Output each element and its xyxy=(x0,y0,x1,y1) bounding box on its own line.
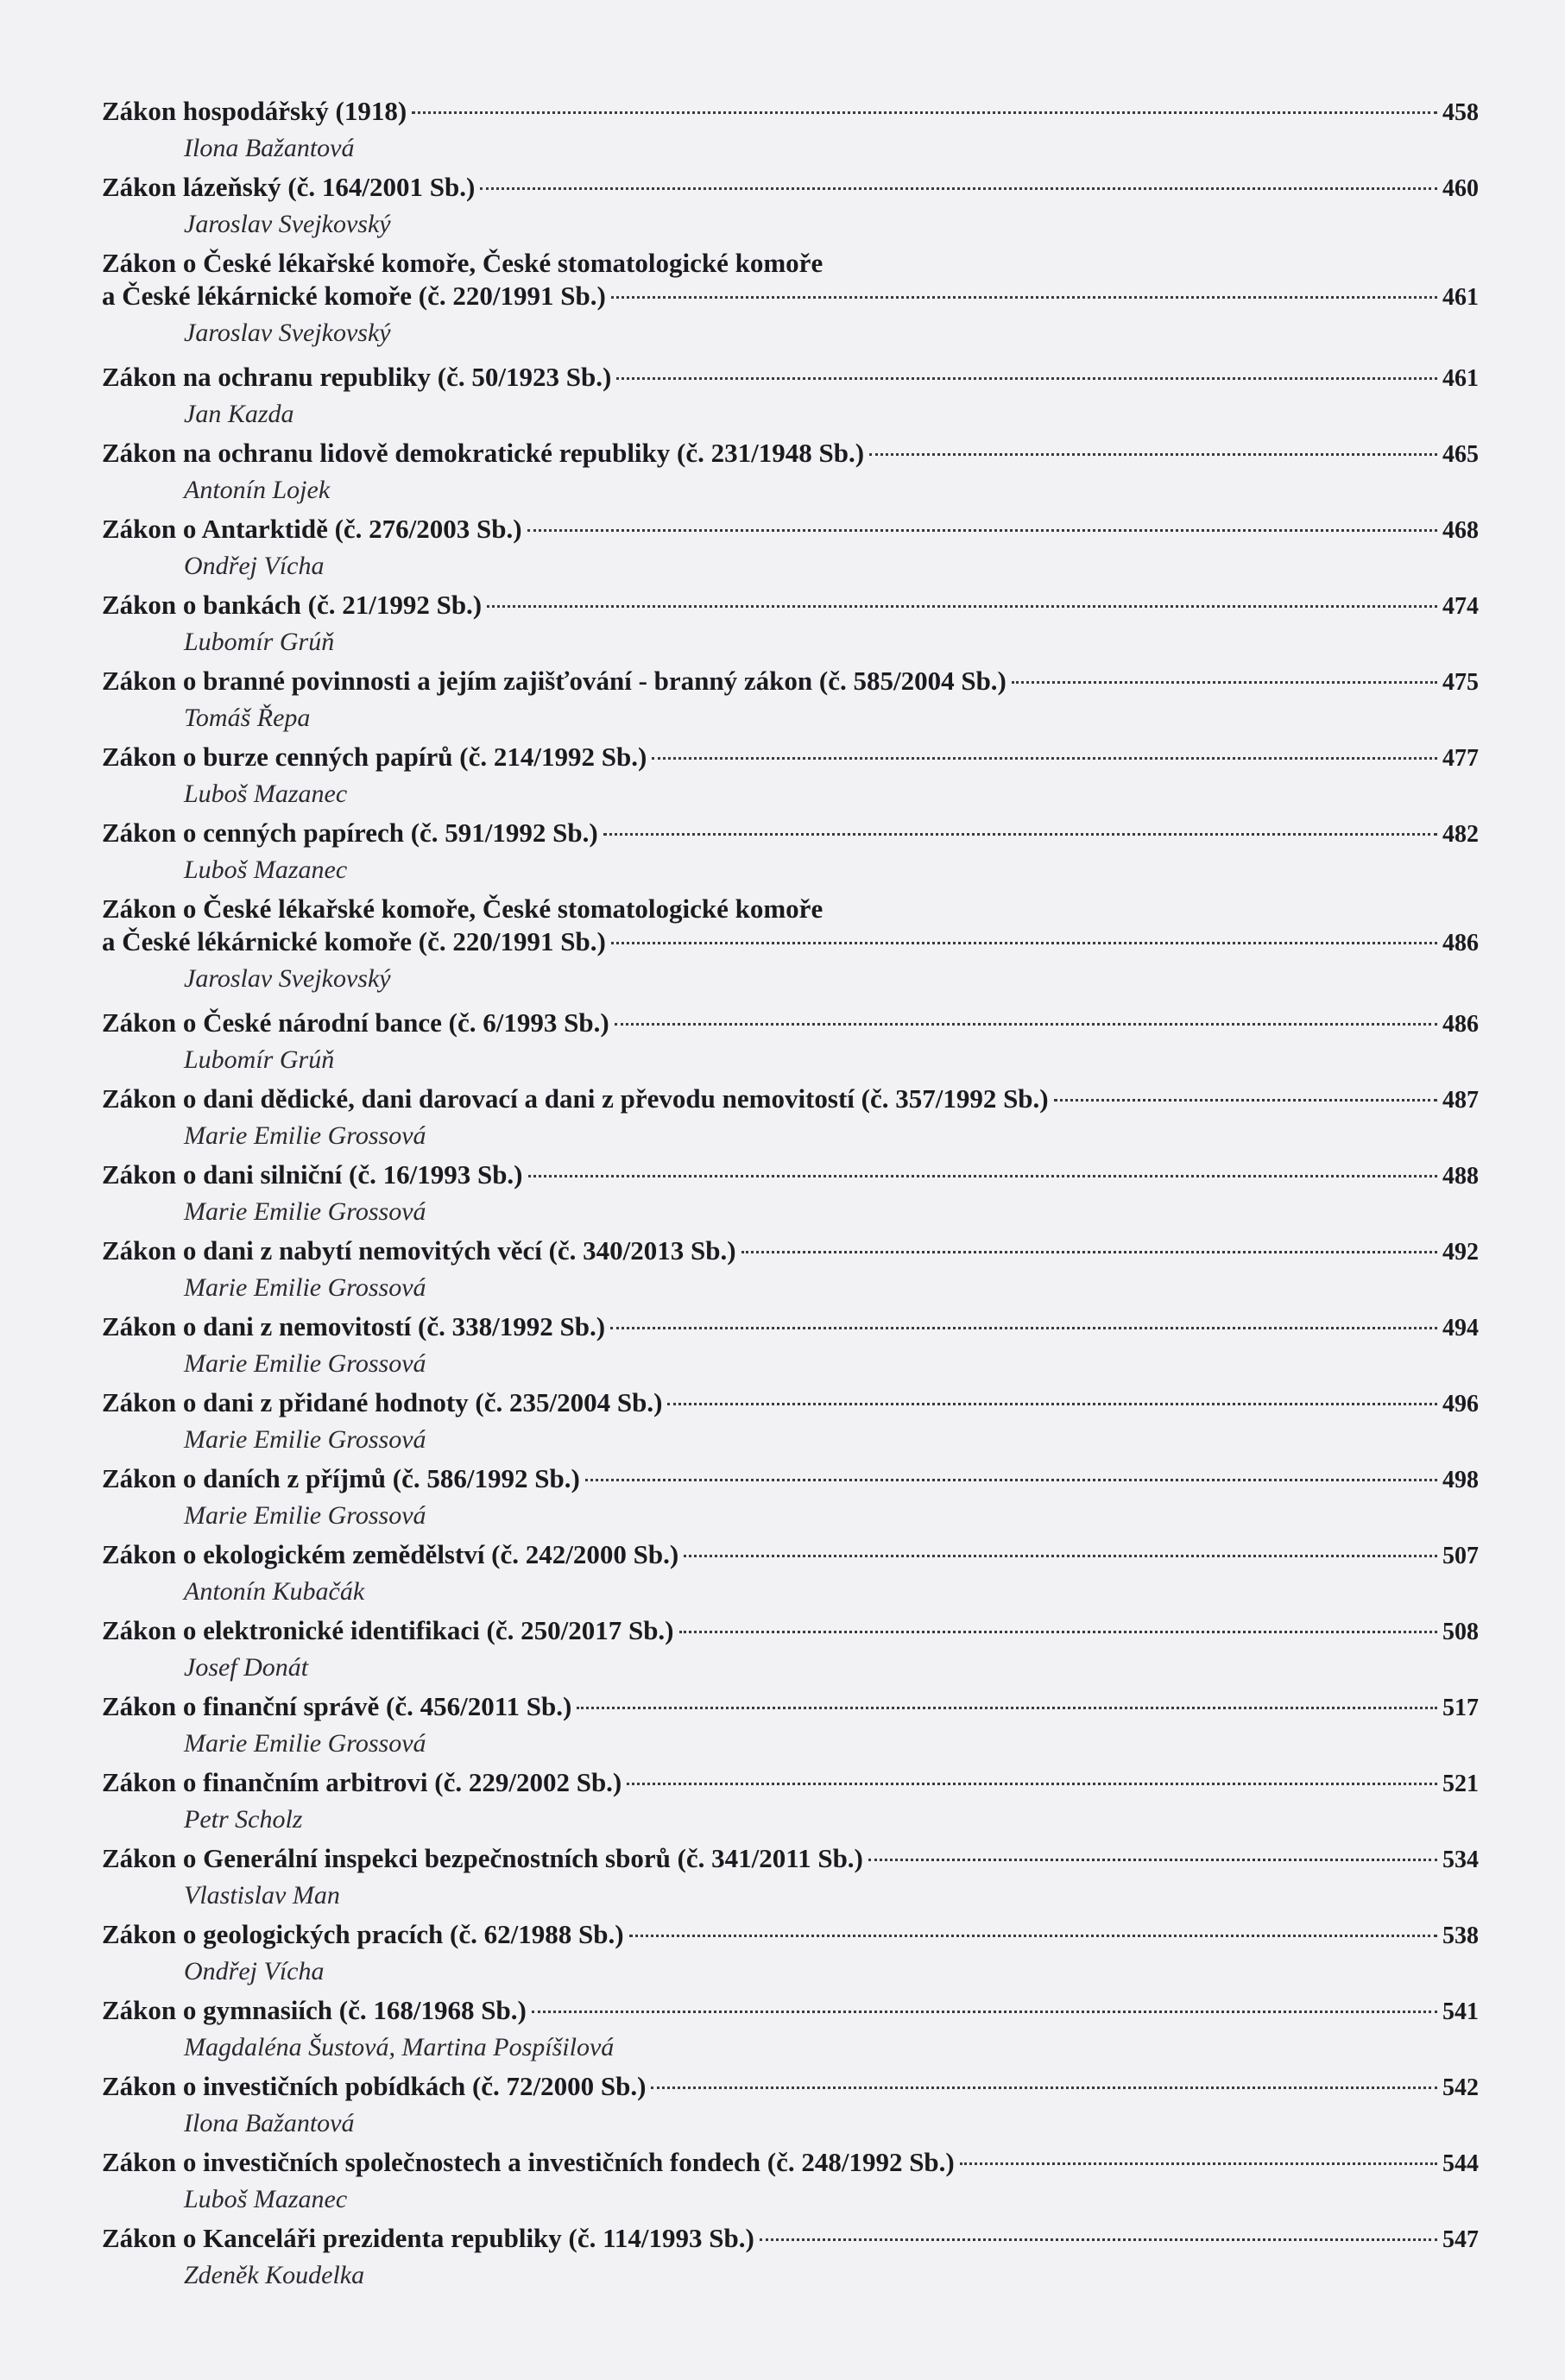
entry-title-line xyxy=(102,741,1479,775)
entry-title: Zákon o daních z příjmů (č. 586/1992 Sb.) xyxy=(102,1463,580,1493)
toc-entry xyxy=(102,95,1479,171)
entry-title-line xyxy=(102,925,1479,960)
entry-author: Magdaléna Šustová, Martina Pospíšilová xyxy=(184,2033,615,2061)
toc-entry xyxy=(102,1690,1479,1766)
entry-author: Marie Emilie Grossová xyxy=(184,1197,426,1226)
dot-leader xyxy=(611,296,1437,299)
entry-title: a České lékárnické komoře (č. 220/1991 Sb.) xyxy=(102,281,606,311)
dot-leader xyxy=(741,1251,1437,1253)
entry-title: Zákon o dani z nemovitostí (č. 338/1992 Sb.) xyxy=(102,1311,606,1342)
page-number: 477 xyxy=(1442,745,1479,772)
page-number: 474 xyxy=(1442,593,1479,620)
entry-author: Marie Emilie Grossová xyxy=(184,1349,426,1378)
toc-entry xyxy=(102,361,1479,437)
toc-entry xyxy=(102,1766,1479,1842)
dot-leader xyxy=(667,1403,1437,1405)
entry-title: Zákon o finanční správě (č. 456/2011 Sb.) xyxy=(102,1691,572,1721)
entry-title-line xyxy=(102,1310,1479,1345)
entry-author: Lubomír Grúň xyxy=(184,1045,335,1074)
dot-leader xyxy=(616,377,1437,380)
dot-leader xyxy=(610,1327,1437,1329)
page-number: 461 xyxy=(1442,365,1479,392)
dot-leader xyxy=(1054,1099,1437,1102)
entry-title: Zákon o dani silniční (č. 16/1993 Sb.) xyxy=(102,1159,523,1190)
entry-title-first-line: Zákon o České lékařské komoře, České stomatologické komoře xyxy=(102,248,824,278)
entry-author: Antonín Lojek xyxy=(184,476,331,504)
entry-author: Marie Emilie Grossová xyxy=(184,1273,426,1302)
entry-title-line xyxy=(102,2070,1479,2105)
entry-title-line xyxy=(102,1083,1479,1117)
toc-entry xyxy=(102,741,1479,817)
toc-entry xyxy=(102,1007,1479,1083)
toc-entry xyxy=(102,817,1479,893)
entry-author: Marie Emilie Grossová xyxy=(184,1729,426,1758)
entry-title-line xyxy=(102,1842,1479,1877)
entry-title-line xyxy=(102,361,1479,395)
toc-entry xyxy=(102,589,1479,665)
entry-author: Jaroslav Svejkovský xyxy=(184,210,391,238)
entry-title: Zákon o dani z přidané hodnoty (č. 235/2004 Sb.) xyxy=(102,1387,663,1417)
page-number: 542 xyxy=(1442,2074,1479,2101)
dot-leader xyxy=(585,1479,1437,1481)
entry-title-line xyxy=(102,1007,1479,1041)
dot-leader xyxy=(577,1707,1437,1709)
entry-title: Zákon o gymnasiích (č. 168/1968 Sb.) xyxy=(102,1995,527,2025)
entry-title-line xyxy=(102,1462,1479,1497)
toc-entry xyxy=(102,2070,1479,2146)
entry-author: Marie Emilie Grossová xyxy=(184,1425,426,1454)
entry-author: Marie Emilie Grossová xyxy=(184,1121,426,1150)
entry-title: Zákon o cenných papírech (č. 591/1992 Sb.) xyxy=(102,818,598,848)
page-number: 517 xyxy=(1442,1695,1479,1721)
entry-title: Zákon hospodářský (1918) xyxy=(102,96,407,126)
entry-title: Zákon o branné povinnosti a jejím zajišťování - branný zákon (č. 585/2004 Sb.) xyxy=(102,666,1007,696)
entry-title-line xyxy=(102,1994,1479,2029)
entry-title-line xyxy=(102,1158,1479,1193)
entry-title-line xyxy=(102,1614,1479,1649)
entry-author: Luboš Mazanec xyxy=(184,780,348,808)
entry-title-line xyxy=(102,2222,1479,2257)
entry-title-line xyxy=(102,1766,1479,1801)
entry-title: Zákon o Antarktidě (č. 276/2003 Sb.) xyxy=(102,514,522,544)
entry-author: Zdeněk Koudelka xyxy=(184,2261,365,2289)
entry-author: Jaroslav Svejkovský xyxy=(184,319,391,347)
toc-entry xyxy=(102,171,1479,247)
toc-entry xyxy=(102,1462,1479,1538)
dot-leader xyxy=(1012,681,1437,684)
entry-title: Zákon o dani z nabytí nemovitých věcí (č. 340/2013 Sb.) xyxy=(102,1235,736,1266)
entry-title-line xyxy=(102,513,1479,547)
toc-entry xyxy=(102,1918,1479,1994)
dot-leader xyxy=(627,1783,1437,1785)
toc-entry xyxy=(102,437,1479,513)
page-number: 521 xyxy=(1442,1771,1479,1797)
toc-entry xyxy=(102,1083,1479,1158)
page-number: 468 xyxy=(1442,517,1479,544)
entry-author: Antonín Kubačák xyxy=(184,1577,365,1606)
entry-title-line xyxy=(102,280,1479,314)
page-number: 475 xyxy=(1442,669,1479,696)
entry-title: Zákon o burze cenných papírů (č. 214/1992 Sb.) xyxy=(102,742,647,772)
page-number: 498 xyxy=(1442,1467,1479,1493)
toc-entry xyxy=(102,1842,1479,1918)
entry-author: Lubomír Grúň xyxy=(184,628,335,656)
dot-leader xyxy=(652,757,1437,760)
page-number: 486 xyxy=(1442,930,1479,956)
entry-title-first-line: Zákon o České lékařské komoře, České stomatologické komoře xyxy=(102,893,824,924)
entry-author: Ilona Bažantová xyxy=(184,2109,355,2137)
entry-title-line xyxy=(102,1690,1479,1725)
page-number: 547 xyxy=(1442,2226,1479,2253)
dot-leader xyxy=(869,453,1437,456)
toc-entry xyxy=(102,1158,1479,1234)
entry-title: Zákon o geologických pracích (č. 62/1988 Sb.) xyxy=(102,1919,624,1949)
dot-leader xyxy=(480,187,1437,190)
entry-author: Jaroslav Svejkovský xyxy=(184,964,391,993)
toc-entry xyxy=(102,1386,1479,1462)
page-number: 544 xyxy=(1442,2150,1479,2177)
entry-title: Zákon o ekologickém zemědělství (č. 242/2000 Sb.) xyxy=(102,1539,679,1569)
entry-title: Zákon na ochranu lidově demokratické republiky (č. 231/1948 Sb.) xyxy=(102,438,865,468)
dot-leader xyxy=(960,2162,1437,2165)
entry-title-line xyxy=(102,437,1479,471)
dot-leader xyxy=(611,942,1437,944)
entry-title-line xyxy=(102,1386,1479,1421)
dot-leader xyxy=(760,2238,1437,2241)
dot-leader xyxy=(528,1175,1437,1177)
entry-author: Ondřej Vícha xyxy=(184,1957,325,1985)
toc-entry xyxy=(102,513,1479,589)
entry-title-line xyxy=(102,1538,1479,1573)
toc-entry xyxy=(102,665,1479,741)
toc-entry xyxy=(102,2146,1479,2222)
page-number: 494 xyxy=(1442,1315,1479,1342)
entry-author: Ilona Bažantová xyxy=(184,134,355,162)
page-number: 460 xyxy=(1442,175,1479,202)
entry-title: Zákon o dani dědické, dani darovací a dani z převodu nemovitostí (č. 357/1992 Sb.) xyxy=(102,1083,1049,1114)
entry-title-line xyxy=(102,817,1479,851)
entry-title: Zákon o Kanceláři prezidenta republiky (č. 114/1993 Sb.) xyxy=(102,2223,754,2253)
dot-leader xyxy=(629,1935,1437,1937)
dot-leader xyxy=(615,1023,1437,1026)
toc-entry xyxy=(102,893,1479,1007)
page-number: 458 xyxy=(1442,99,1479,126)
toc-entry xyxy=(102,247,1479,361)
dot-leader xyxy=(679,1631,1437,1633)
entry-author: Luboš Mazanec xyxy=(184,855,348,884)
page-number: 538 xyxy=(1442,1922,1479,1949)
dot-leader xyxy=(487,605,1437,608)
page-number: 486 xyxy=(1442,1011,1479,1038)
entry-title-line xyxy=(102,1918,1479,1953)
page-number: 507 xyxy=(1442,1543,1479,1569)
dot-leader xyxy=(527,529,1437,532)
toc-entry xyxy=(102,1310,1479,1386)
page-number: 461 xyxy=(1442,284,1479,311)
entry-title-line xyxy=(102,589,1479,623)
entry-author: Jan Kazda xyxy=(184,400,294,428)
dot-leader xyxy=(603,833,1437,836)
table-of-contents xyxy=(102,95,1479,2298)
page-number: 541 xyxy=(1442,1998,1479,2025)
entry-title: Zákon o bankách (č. 21/1992 Sb.) xyxy=(102,590,483,620)
entry-title: Zákon o investičních pobídkách (č. 72/2000 Sb.) xyxy=(102,2071,647,2101)
toc-entry xyxy=(102,1234,1479,1310)
entry-title-line xyxy=(102,2146,1479,2181)
entry-title-line xyxy=(102,171,1479,205)
entry-author: Josef Donát xyxy=(184,1653,309,1682)
page-number: 465 xyxy=(1442,441,1479,468)
entry-title: Zákon lázeňský (č. 164/2001 Sb.) xyxy=(102,172,476,202)
entry-title-line xyxy=(102,95,1479,129)
dot-leader xyxy=(651,2086,1437,2089)
entry-author: Vlastislav Man xyxy=(184,1881,340,1910)
entry-author: Luboš Mazanec xyxy=(184,2185,348,2213)
entry-title-line xyxy=(102,665,1479,699)
page-number: 496 xyxy=(1442,1391,1479,1417)
entry-author: Petr Scholz xyxy=(184,1805,303,1834)
page-number: 487 xyxy=(1442,1087,1479,1114)
page-number: 508 xyxy=(1442,1619,1479,1645)
toc-entry xyxy=(102,1614,1479,1690)
entry-title: Zákon na ochranu republiky (č. 50/1923 Sb.) xyxy=(102,362,612,392)
entry-title: Zákon o finančním arbitrovi (č. 229/2002 Sb.) xyxy=(102,1767,622,1797)
dot-leader xyxy=(868,1859,1437,1861)
toc-entry xyxy=(102,2222,1479,2298)
entry-title: Zákon o elektronické identifikaci (č. 250/2017 Sb.) xyxy=(102,1615,674,1645)
entry-author: Marie Emilie Grossová xyxy=(184,1501,426,1530)
entry-title: Zákon o Generální inspekci bezpečnostních sborů (č. 341/2011 Sb.) xyxy=(102,1843,863,1873)
dot-leader xyxy=(532,2011,1437,2013)
page-number: 488 xyxy=(1442,1163,1479,1190)
dot-leader xyxy=(684,1555,1437,1557)
page-number: 492 xyxy=(1442,1239,1479,1266)
dot-leader xyxy=(412,111,1437,114)
entry-title: Zákon o investičních společnostech a investičních fondech (č. 248/1992 Sb.) xyxy=(102,2147,955,2177)
entry-title: Zákon o České národní bance (č. 6/1993 Sb.) xyxy=(102,1007,609,1038)
entry-title: a České lékárnické komoře (č. 220/1991 Sb.) xyxy=(102,926,606,956)
entry-title-line xyxy=(102,1234,1479,1269)
toc-entry xyxy=(102,1538,1479,1614)
entry-author: Ondřej Vícha xyxy=(184,552,325,580)
page-number: 534 xyxy=(1442,1847,1479,1873)
entry-author: Tomáš Řepa xyxy=(184,704,311,732)
toc-entry xyxy=(102,1994,1479,2070)
page-number: 482 xyxy=(1442,821,1479,848)
